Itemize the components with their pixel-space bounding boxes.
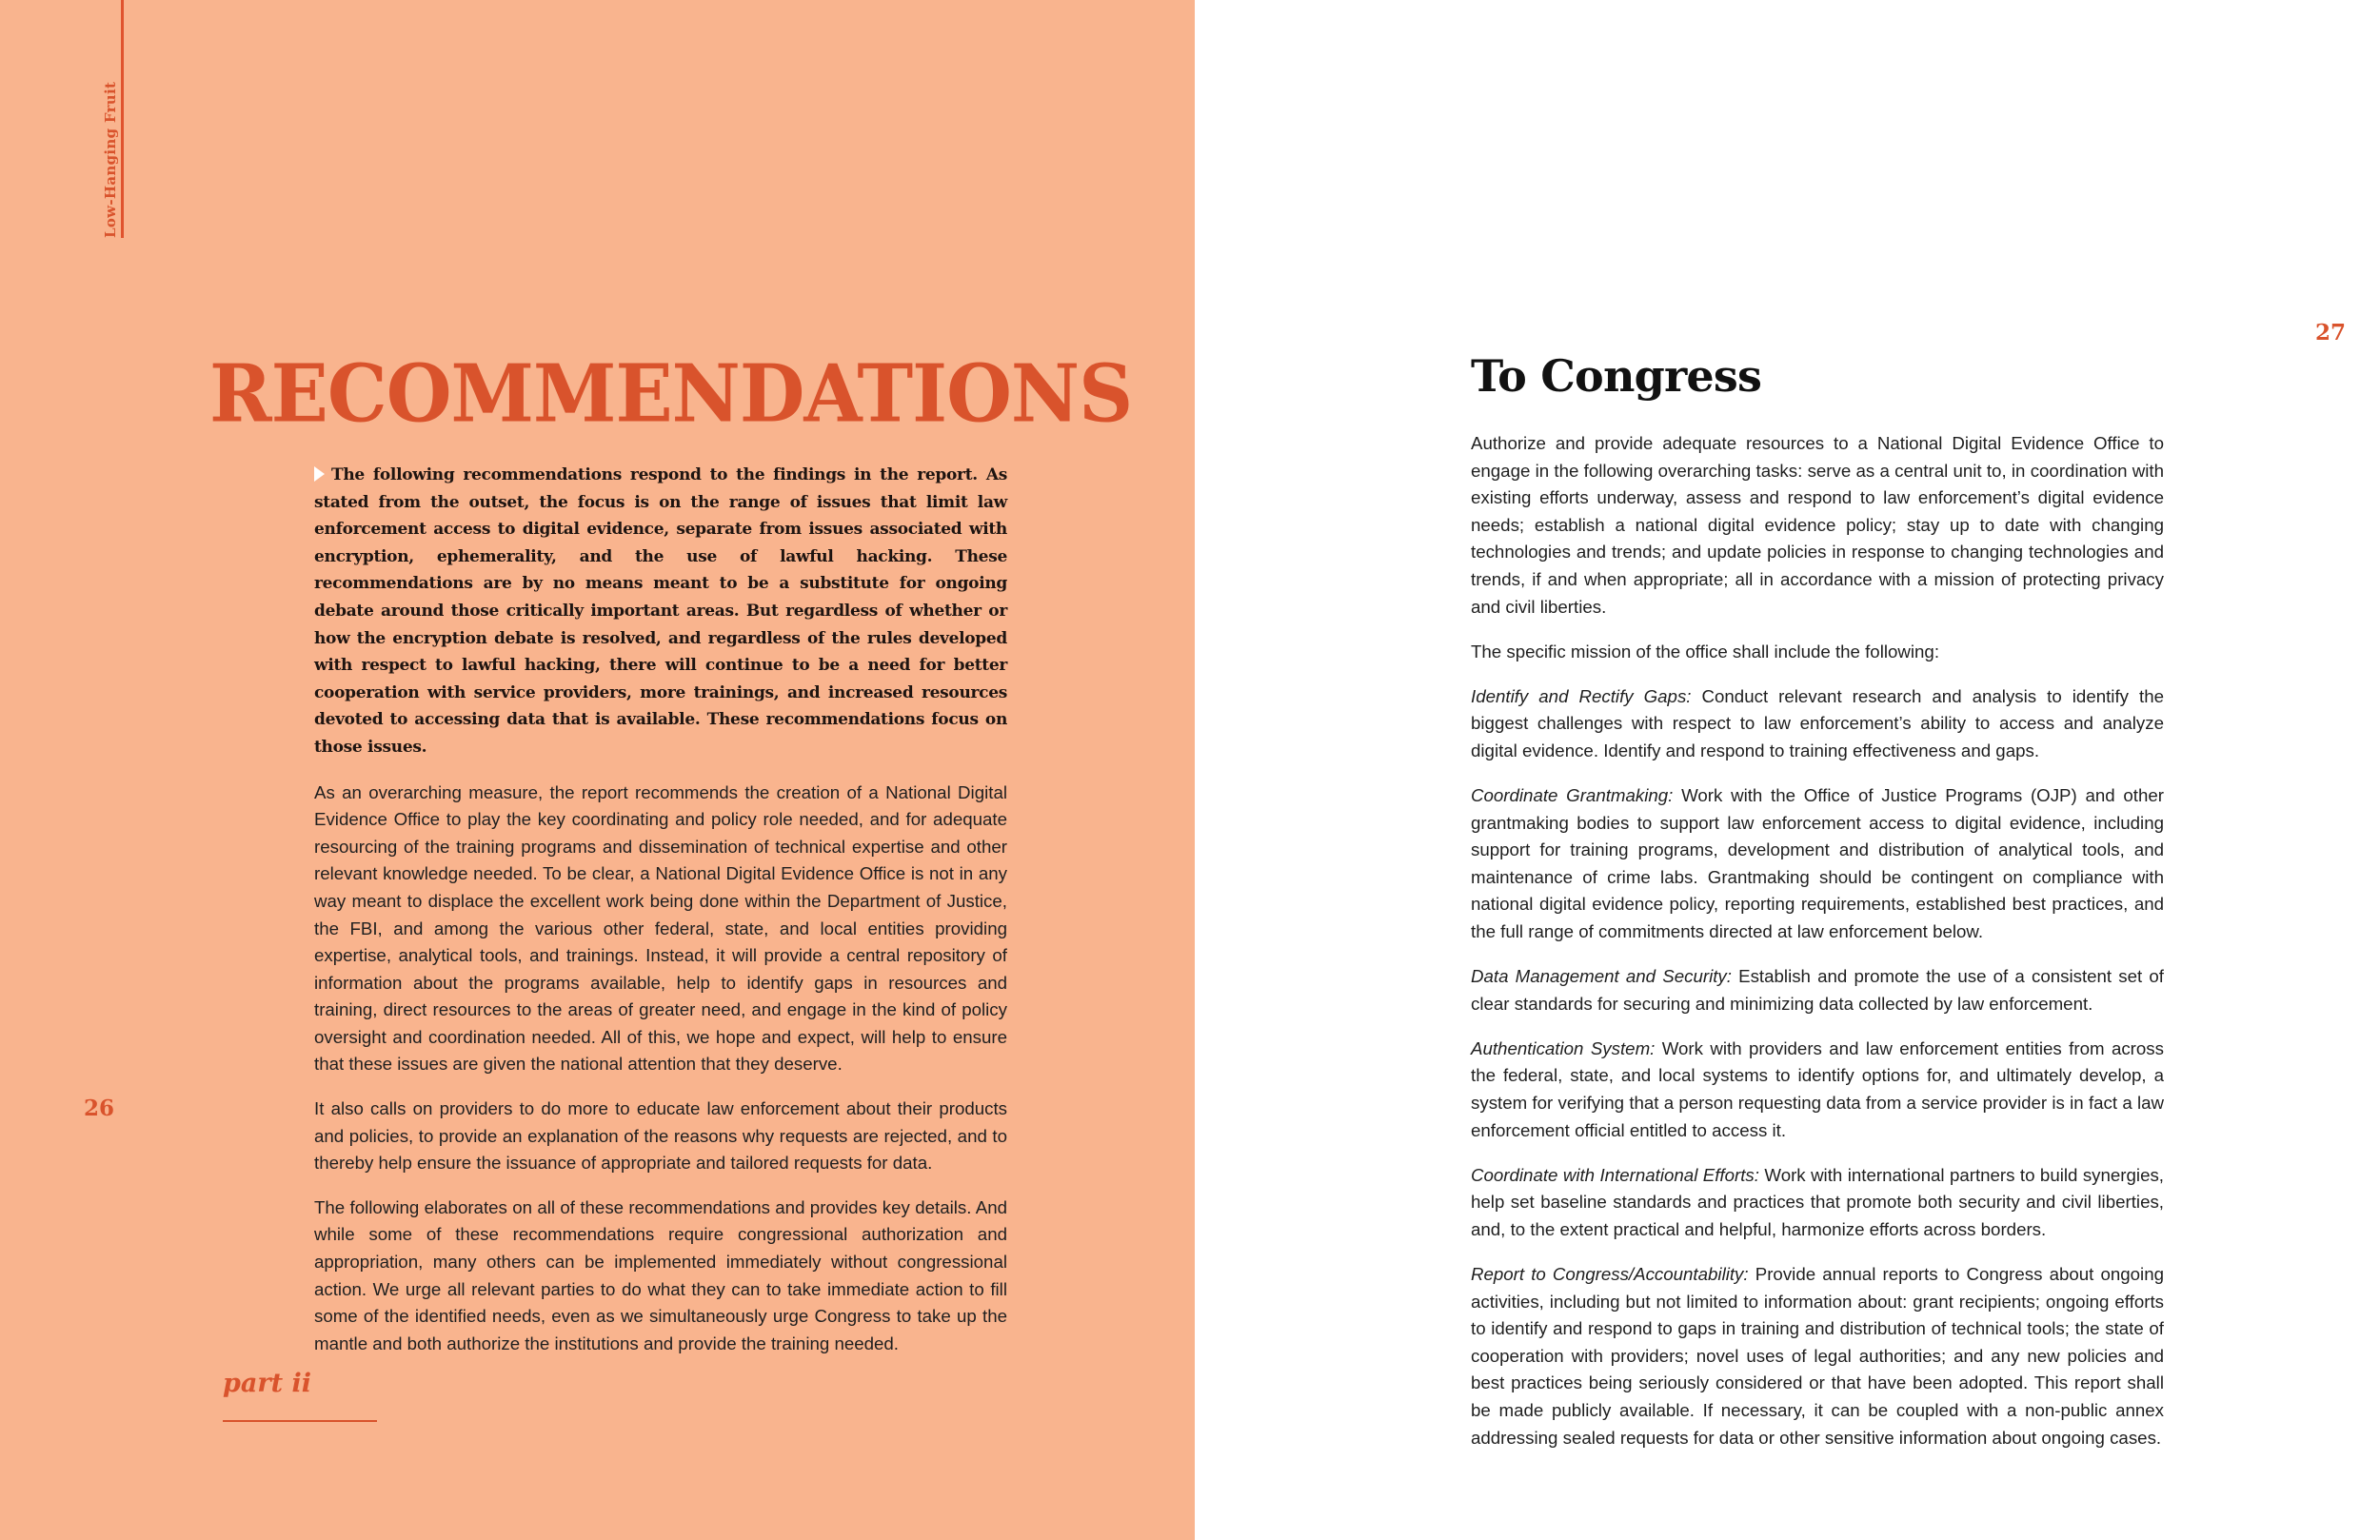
mission-item: [1471, 1036, 2164, 1144]
mission-intro: The specific mission of the office shall include the following:: [1471, 641, 1940, 661]
mission-item-text: Establish and promote the use of a consistent set of clear standards for securing and minimizing data collected by law enforcement.: [1471, 966, 2164, 1014]
part-rule: [223, 1420, 377, 1422]
mission-item: [1471, 1261, 2164, 1451]
intro-paragraph: Authorize and provide adequate resources to a National Digital Evidence Office to engage in the following overarching tasks: serve as a central unit to, in coordination with existing efforts underway, assess and respond to law enforcement’s digital evidence needs; establish a national digital evidence policy; stay up to date with changing technologies and trends; and update policies in response to changing technologies and trends, if and when appropriate; all in accordance with a mission of protecting privacy and civil liberties.: [1471, 433, 2164, 617]
lead-text: The following recommendations respond to the findings in the report. As stated from the outset, the focus is on the range of issues that limit law enforcement access to digital evidence, separate from issues associated with encryption, ephemerality, and the use of lawful hacking. These recommendations are by no means meant to be a substitute for ongoing debate around those critically important areas. But regardless of whether or how the encryption debate is resolved, and regardless of the rules developed with respect to lawful hacking, there will continue to be a need for better cooperation with service providers, more trainings, and increased resources devoted to accessing data that is available. These recommendations focus on those issues.: [314, 465, 1007, 757]
triangle-bullet-icon: [314, 466, 325, 482]
body-paragraph: The following elaborates on all of these recommendations and provides key details. And while some of these recommendations require congressional authorization and appropriation, many others can be implemented immediately without congressional action. We urge all relevant parties to do what they can to take immediate action to fill some of the identified needs, even as we simultaneously urge Congress to take up the mantle and both authorize the institutions and provide the training needed.: [314, 1196, 1007, 1353]
body-paragraph: It also calls on providers to do more to educate law enforcement about their products and policies, to provide an explanation of the reasons why requests are rejected, and to thereby help ensure the issuance of appropriate and tailored requests for data.: [314, 1098, 1007, 1174]
mission-item-term: Authentication System:: [1471, 1037, 1656, 1058]
mission-item: [1471, 963, 2164, 1017]
mission-item-term: Coordinate with International Efforts:: [1471, 1164, 1759, 1185]
mission-item-text: Work with the Office of Justice Programs (OJP) and other grantmaking bodies to support law enforcement access to digital evidence, including support for training programs, development and distribution of analytical tools, and maintenance of crime labs. Grantmaking should be contingent on compliance with national digital evidence policy, reporting requirements, established best practices, and the full range of commitments directed at law enforcement below.: [1471, 785, 2164, 941]
page-title: RECOMMENDATIONS: [209, 346, 1133, 441]
mission-item-text: Provide annual reports to Congress about ongoing activities, including but not limited to information about: grant recipients; ongoing efforts to identify and respond to gaps in training and distribution of technical tools; the state of cooperation with providers; novel uses of legal authorities; and any new policies and best practices being seriously considered or that have been adopted. This report shall be made publicly available. If necessary, it can be coupled with a non-public annex addressing sealed requests for data or other sensitive information about ongoing cases.: [1471, 1263, 2164, 1448]
mission-item-term: Data Management and Security:: [1471, 966, 1732, 987]
page-number-right: 27: [2315, 320, 2347, 346]
right-column: [1471, 430, 2164, 1470]
mission-item: [1471, 782, 2164, 946]
mission-item-term: Report to Congress/Accountability:: [1471, 1263, 1749, 1284]
running-head-rule: [121, 0, 124, 238]
mission-item-text: Work with providers and law enforcement entities from across the federal, state, and local systems to identify options for, and ultimately develop, a system for verifying that a person requesting data from a service provider is in fact a law enforcement official entitled to access it.: [1471, 1037, 2164, 1140]
mission-item-term: Identify and Rectify Gaps:: [1471, 685, 1692, 706]
running-head: Low-Hanging Fruit: [102, 81, 119, 238]
left-column: [314, 462, 1007, 1374]
part-label: part ii: [223, 1369, 311, 1398]
mission-item-text: Conduct relevant research and analysis to identify the biggest challenges with respect to law enforcement’s ability to access and analyze digital evidence. Identify and respond to training effectiveness and gaps.: [1471, 685, 2165, 760]
body-paragraph: As an overarching measure, the report recommends the creation of a National Digital Evidence Office to play the key coordinating and policy role needed, and for adequate resourcing of the training programs and dissemination of technical expertise and other relevant knowledge needed. To be clear, a National Digital Evidence Office is not in any way meant to displace the excellent work being done within the Department of Justice, the FBI, and among the various other federal, state, and local entities providing expertise, analytical tools, and trainings. Instead, it will provide a central repository of information about the programs available, help to identify gaps in resources and training, direct resources to the areas of greater need, and engage in the kind of policy oversight and coordination needed. All of this, we hope and expect, will help to ensure that these issues are given the national attention that they deserve.: [314, 781, 1007, 1075]
page-number-left: 26: [84, 1096, 115, 1121]
mission-item-text: Work with international partners to build synergies, help set baseline standards and practices that promote both security and civil liberties, and, to the extent practical and helpful, harmonize efforts across borders.: [1471, 1164, 2164, 1239]
right-page: [1195, 0, 2380, 1540]
mission-item-term: Coordinate Grantmaking:: [1471, 785, 1674, 806]
mission-item: [1471, 683, 2164, 765]
section-title: To Congress: [1471, 350, 1762, 402]
lead-paragraph: [314, 462, 1007, 761]
mission-item: [1471, 1162, 2164, 1244]
